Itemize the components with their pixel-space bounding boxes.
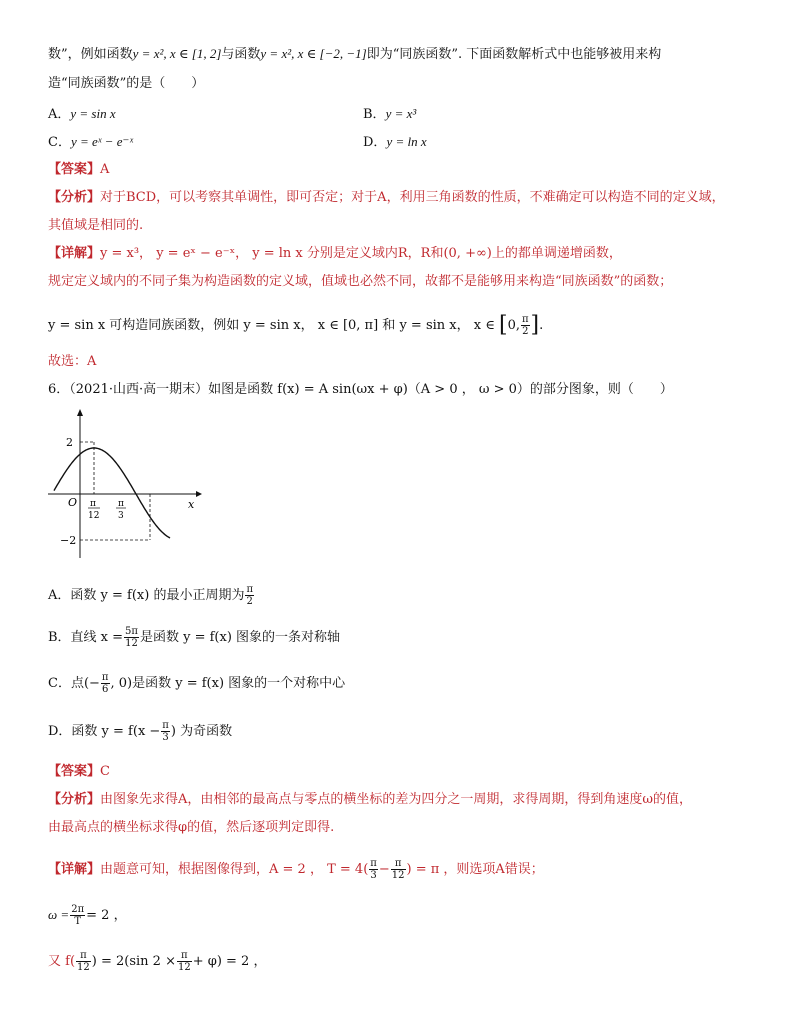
- y-axis-arrow: [77, 409, 83, 416]
- fraction: $\frac{\pi}{2}$: [246, 584, 254, 607]
- x-axis-label: x: [188, 498, 195, 511]
- q5-option-a: A．y = sin x: [48, 106, 116, 122]
- fraction: $\frac{\pi}{12}$: [391, 858, 405, 881]
- q6-stem-text: 如图是函数 f(x) = A sin(ωx + φ)（A > 0 ， ω > 0）的部分图象，则（ ）: [208, 382, 673, 397]
- q6-option-d: D．函数 y = f(x − $\frac{\pi}{3}$ ) 为奇函数: [48, 720, 233, 743]
- tick2-num: π: [118, 499, 124, 509]
- tick2-den: 3: [118, 511, 124, 521]
- q5-conclusion: 故选：A: [48, 354, 97, 369]
- q6-detail-line1: 【详解】由题意可知，根据图像得到，A = 2 ， T = 4( $\frac{\pi}{3}$ − $\frac{\pi}{12}$ ) = π ，则选项A错误；: [48, 858, 544, 881]
- q6-last-line: 又 f( $\frac{\pi}{12}$ ) = 2(sin 2 × $\frac{\pi}{12}$ + φ) = 2 ，: [48, 950, 267, 973]
- tick1-den: 12: [88, 511, 100, 521]
- q6-option-a: A．函数 y = f(x) 的最小正周期为 $\frac{\pi}{2}$: [48, 584, 254, 607]
- q6-omega-line: ω = $\frac{2\pi}{T}$ = 2 ，: [48, 904, 127, 927]
- q6-source: （2021·山西·高一期末）: [69, 382, 209, 397]
- fraction: $\frac{2\pi}{T}$: [71, 904, 85, 927]
- q6-sine-graph: [44, 406, 204, 566]
- fraction: $\frac{\pi}{12}$: [77, 950, 90, 973]
- fraction: $\frac{\pi}{3}$: [370, 858, 377, 881]
- origin-label: O: [68, 496, 78, 509]
- fraction: $\frac{\pi}{12}$: [177, 950, 191, 973]
- q5-stem-line2: 造“同族函数”的是（ ）: [48, 76, 205, 91]
- q5-stem-expr2: y = x², x ∈ [−2, −1]: [260, 46, 367, 61]
- q5-stem-text-c: 即为“同族函数”. 下面函数解析式中也能够被用来构: [366, 47, 662, 62]
- q5-analysis-line2: 其值域是相同的.: [48, 218, 144, 233]
- q6-analysis-line1: 【分析】由图象先求得A，由相邻的最高点与零点的横坐标的差为四分之一周期，求得周期，得到角速度ω的值，: [48, 792, 693, 807]
- y-max-label: 2: [66, 436, 73, 449]
- x-axis-arrow: [196, 491, 202, 497]
- q5-stem-line1: [48, 44, 661, 65]
- tick1-num: π: [90, 499, 96, 509]
- q5-stem-text-a: 数”，例如函数: [48, 47, 133, 62]
- q5-options-row1: [48, 104, 748, 125]
- q5-answer-tag: 【答案】: [48, 162, 101, 177]
- y-min-label: −2: [60, 534, 77, 547]
- q6-analysis-line2: 由最高点的横坐标求得φ的值，然后逐项判定即得.: [48, 820, 335, 835]
- q5-answer: [48, 160, 109, 180]
- q6-stem: [48, 380, 673, 400]
- q5-options-row2: [48, 132, 748, 153]
- q5-analysis-line1: 【分析】对于BCD，可以考察其单调性，即可否定；对于A，利用三角函数的性质，不难确定可以构造不同的定义域，: [48, 190, 725, 205]
- q5-option-c: C．y = eˣ − e⁻ˣ: [48, 134, 134, 150]
- sine-curve: [54, 448, 170, 538]
- q5-detail-line1: 【详解】y = x³， y = eˣ − e⁻ˣ， y = ln x 分别是定义域内R，R和(0, +∞)上的都单调递增函数，: [48, 246, 622, 261]
- q5-detail-line3: y = sin x 可构造同族函数，例如 y = sin x， x ∈ [0, π] 和 y = sin x， x ∈ [0, $\frac{\pi}{2}$ ].: [48, 312, 544, 338]
- fraction: $\frac{\pi}{3}$: [162, 720, 169, 743]
- q6-option-b: B．直线 x = $\frac{5\pi}{12}$ 是函数 y = f(x) 图象的一条对称轴: [48, 626, 341, 649]
- fraction: $\frac{5\pi}{12}$: [125, 626, 138, 649]
- q5-stem-text-b: 与函数: [221, 47, 261, 62]
- q6-option-c: C．点(− $\frac{\pi}{6}$ , 0)是函数 y = f(x) 图象的一个对称中心: [48, 672, 346, 695]
- q5-detail-line2: 规定定义域内的不同子集为构造函数的定义域，值域也必然不同，故都不是能够用来构造“同族函数”的函数；: [48, 274, 673, 289]
- q6-answer: 【答案】C: [48, 764, 110, 779]
- q5-stem-expr1: y = x², x ∈ [1, 2]: [132, 46, 222, 61]
- q6-number: 6．: [48, 382, 70, 397]
- q5-option-b: B．y = x³: [363, 106, 417, 122]
- q5-option-d: D．y = ln x: [363, 134, 427, 150]
- fraction: $\frac{\pi}{6}$: [101, 672, 109, 695]
- fraction: $\frac{\pi}{2}$: [521, 314, 529, 337]
- q5-answer-value: A: [100, 162, 110, 177]
